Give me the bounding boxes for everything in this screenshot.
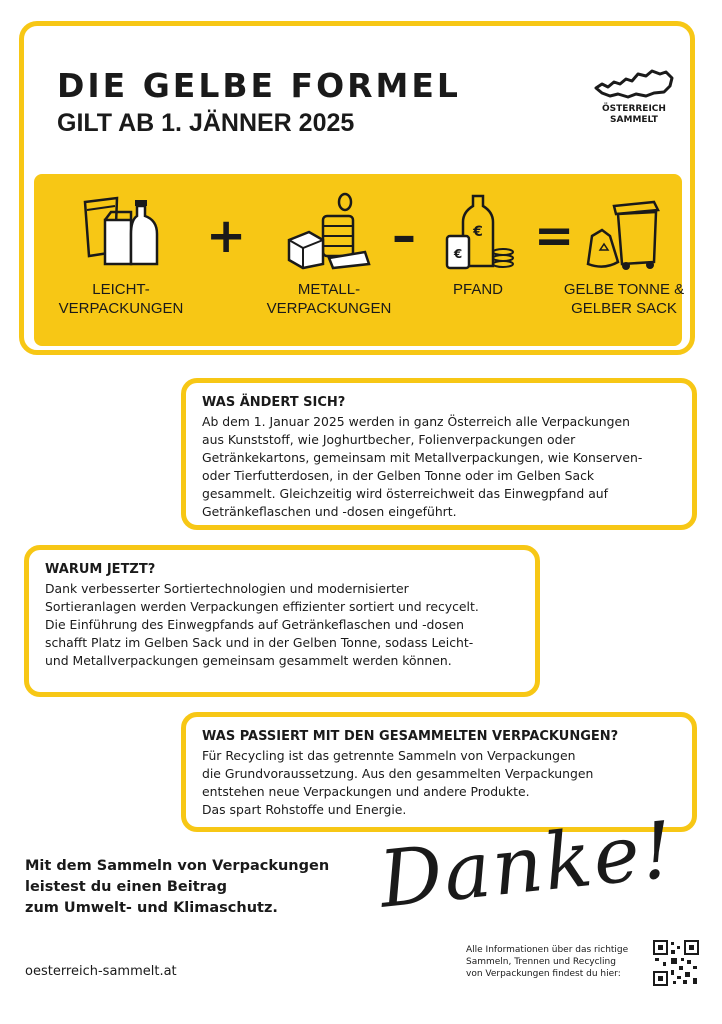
section-why-now [24, 545, 540, 697]
qr-code-icon[interactable] [653, 940, 699, 990]
operator-minus: – [392, 208, 416, 264]
section-heading: WAS ÄNDERT SICH? [202, 395, 346, 410]
section-line: Dank verbesserter Sortiertechnologien und modernisierter [45, 581, 409, 596]
section-line: Sortieranlagen werden Verpackungen effizienter sortiert und recycelt. [45, 599, 479, 614]
formula-item-yellow-bin [554, 192, 694, 318]
metal-packaging-icon [279, 192, 379, 272]
section-line: aus Kunststoff, wie Joghurtbecher, Folienverpackungen oder [202, 432, 576, 447]
austria-map-icon [592, 66, 676, 104]
section-what-changes [181, 378, 697, 530]
operator-plus: + [206, 208, 247, 264]
section-line: Die Einführung des Einwegpfands auf Getränkeflaschen und -dosen [45, 617, 464, 632]
operator-equals: = [534, 208, 575, 264]
slogan-line: zum Umwelt- und Klimaschutz. [25, 900, 278, 916]
section-heading: WAS PASSIERT MIT DEN GESAMMELTEN VERPACKUNGEN? [202, 729, 619, 744]
section-heading: WARUM JETZT? [45, 562, 156, 577]
page-subtitle: GILT AB 1. JÄNNER 2025 [57, 109, 355, 137]
section-line: schafft Platz im Gelben Sack und in der Gelben Tonne, sodass Leicht- [45, 635, 474, 650]
page-title: DIE GELBE FORMEL [57, 66, 461, 105]
svg-text:€: € [453, 247, 463, 261]
section-line: entstehen neue Verpackungen und andere Produkte. [202, 784, 530, 799]
svg-text:€: € [473, 224, 483, 240]
section-body [45, 580, 519, 670]
section-line: Getränkeflaschen und -dosen eingeführt. [202, 504, 457, 519]
section-line: Getränkekartons, gemeinsam mit Metallverpackungen, wie Konserven- [202, 450, 643, 465]
formula-item-deposit [418, 192, 538, 299]
section-body [202, 413, 676, 521]
formula-label-deposit: PFAND [452, 281, 503, 298]
slogan-line: leistest du einen Beitrag [25, 879, 227, 895]
formula-label-lightweight: LEICHT- VERPACKUNGEN [58, 281, 184, 317]
oesterreich-sammelt-logo [589, 66, 679, 126]
section-line: Für Recycling ist das getrennte Sammeln von Verpackungen [202, 748, 576, 763]
logo-line-1: ÖSTERREICH [602, 104, 666, 114]
info-note-line: Sammeln, Trennen und Recycling [466, 957, 616, 967]
section-body [202, 747, 676, 819]
info-note-line: Alle Informationen über das richtige [466, 945, 629, 955]
section-line: oder Tierfutterdosen, in der Gelben Tonne oder im Gelben Sack [202, 468, 595, 483]
section-line: die Grundvoraussetzung. Aus den gesammelten Verpackungen [202, 766, 594, 781]
section-line: Das spart Rohstoffe und Energie. [202, 802, 407, 817]
logo-line-2: SAMMELT [610, 115, 658, 125]
formula-item-metal [254, 192, 404, 318]
formula-band [34, 174, 685, 346]
lightweight-packaging-icon [71, 192, 171, 272]
yellow-bin-icon [574, 192, 674, 272]
formula-label-metal: METALL- VERPACKUNGEN [266, 281, 392, 317]
formula-label-yellow-bin: GELBE TONNE & GELBER SACK [563, 281, 685, 317]
formula-item-lightweight [46, 192, 196, 318]
section-line: und Metallverpackungen gemeinsam gesammelt werden können. [45, 653, 452, 668]
info-note [466, 944, 646, 980]
deposit-bottle-icon [433, 192, 523, 272]
slogan-line: Mit dem Sammeln von Verpackungen [25, 858, 330, 874]
slogan [25, 856, 329, 919]
thanks-lettering: Danke! [375, 805, 680, 926]
section-line: Ab dem 1. Januar 2025 werden in ganz Österreich alle Verpackungen [202, 414, 630, 429]
section-line: gesammelt. Gleichzeitig wird österreichweit das Einwegpfand auf [202, 486, 609, 501]
formula-panel [19, 21, 695, 355]
info-note-line: von Verpackungen findest du hier: [466, 969, 621, 979]
website-link[interactable]: oesterreich-sammelt.at [25, 964, 177, 979]
